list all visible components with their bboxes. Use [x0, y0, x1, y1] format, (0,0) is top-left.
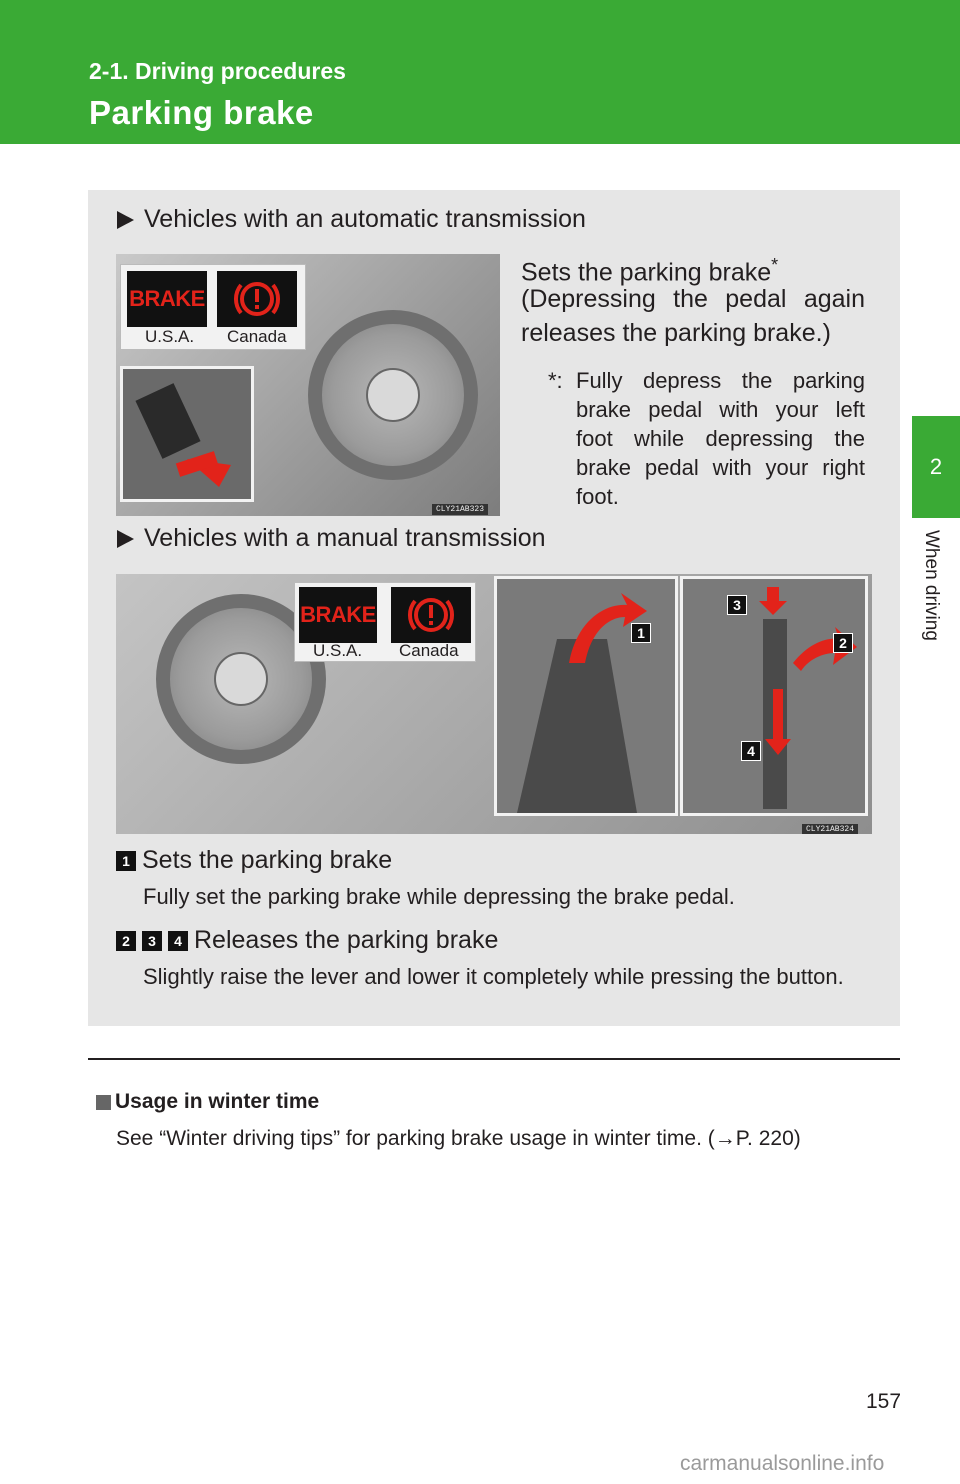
step-badge-3: 3	[727, 595, 747, 615]
note-line-3: foot while depressing the	[576, 426, 865, 451]
header-band	[0, 0, 960, 144]
brake-lamp-usa	[127, 271, 207, 327]
brake-warning-icon	[406, 593, 456, 637]
chapter-label: When driving	[921, 530, 942, 641]
automatic-illustration	[116, 254, 500, 516]
step-badge-2: 2	[833, 633, 853, 653]
brake-lamp-canada	[391, 587, 471, 643]
lever-inset-set	[494, 576, 678, 816]
manual-illustration	[116, 574, 872, 834]
brake-warning-icon	[232, 277, 282, 321]
brake-lamp-text: BRAKE	[129, 286, 205, 311]
note-line-1: Fully depress the parking	[576, 368, 865, 393]
winter-text[interactable]: See “Winter driving tips” for parking brake usage in winter time. (→P. 220)	[116, 1127, 801, 1150]
caption-canada: Canada	[227, 327, 287, 346]
lever-release-arrows-icon	[683, 579, 865, 813]
manual-heading-text: Vehicles with a manual transmission	[144, 524, 546, 552]
automatic-heading	[117, 205, 586, 234]
lever-raise-arrow-icon	[497, 579, 675, 813]
step-marker-4: 4	[168, 931, 188, 951]
section-label: 2-1. Driving procedures	[89, 58, 346, 84]
step-badge-4: 4	[741, 741, 761, 761]
caption-canada: Canada	[399, 641, 459, 660]
warning-lamp-box	[294, 582, 476, 662]
steering-wheel	[308, 310, 478, 480]
note-line-2: brake pedal with your left	[576, 397, 865, 422]
lever-inset-release	[680, 576, 868, 816]
figure-code: CLY21AB323	[432, 504, 488, 515]
brake-lamp-usa	[299, 587, 377, 643]
caption-usa: U.S.A.	[313, 641, 363, 660]
auto-line-2: (Depressing the pedal again	[521, 285, 865, 313]
manual-heading	[117, 524, 546, 553]
triangle-bullet-icon	[117, 211, 134, 229]
step-1-text: Fully set the parking brake while depressing the brake pedal.	[143, 884, 735, 909]
steering-hub	[366, 368, 420, 422]
note-line-4: brake pedal with your right	[576, 455, 865, 480]
triangle-bullet-icon	[117, 530, 134, 548]
warning-lamp-box	[120, 264, 306, 350]
automatic-heading-text: Vehicles with an automatic transmission	[144, 205, 586, 233]
step-badge-1: 1	[631, 623, 651, 643]
square-bullet-icon	[96, 1095, 111, 1110]
winter-title: Usage in winter time	[96, 1090, 319, 1114]
step-marker-2: 2	[116, 931, 136, 951]
watermark: carmanualsonline.info	[680, 1452, 885, 1475]
step-1-title: 1 Sets the parking brake	[116, 843, 392, 877]
brake-lamp-canada	[217, 271, 297, 327]
caption-usa: U.S.A.	[145, 327, 195, 346]
step-2-text: Slightly raise the lever and lower it completely while pressing the button.	[143, 964, 844, 989]
steering-hub	[214, 652, 268, 706]
step-marker-1: 1	[116, 851, 136, 871]
step-marker-3: 3	[142, 931, 162, 951]
page-title: Parking brake	[89, 94, 314, 131]
brake-lamp-text: BRAKE	[300, 602, 376, 627]
section-divider	[88, 1058, 900, 1060]
page-number: 157	[866, 1390, 902, 1413]
auto-line-1: Sets the parking brake*	[521, 255, 779, 287]
note-mark: *:	[548, 368, 563, 393]
pedal-inset	[120, 366, 254, 502]
figure-code: CLY21AB324	[802, 824, 858, 834]
note-line-5: foot.	[576, 484, 619, 509]
step-2-title: 2 3 4 Releases the parking brake	[116, 923, 498, 957]
pedal-arrow-icon	[123, 369, 251, 499]
auto-line-3: releases the parking brake.)	[521, 319, 831, 347]
chapter-tab[interactable]: 2	[912, 416, 960, 518]
